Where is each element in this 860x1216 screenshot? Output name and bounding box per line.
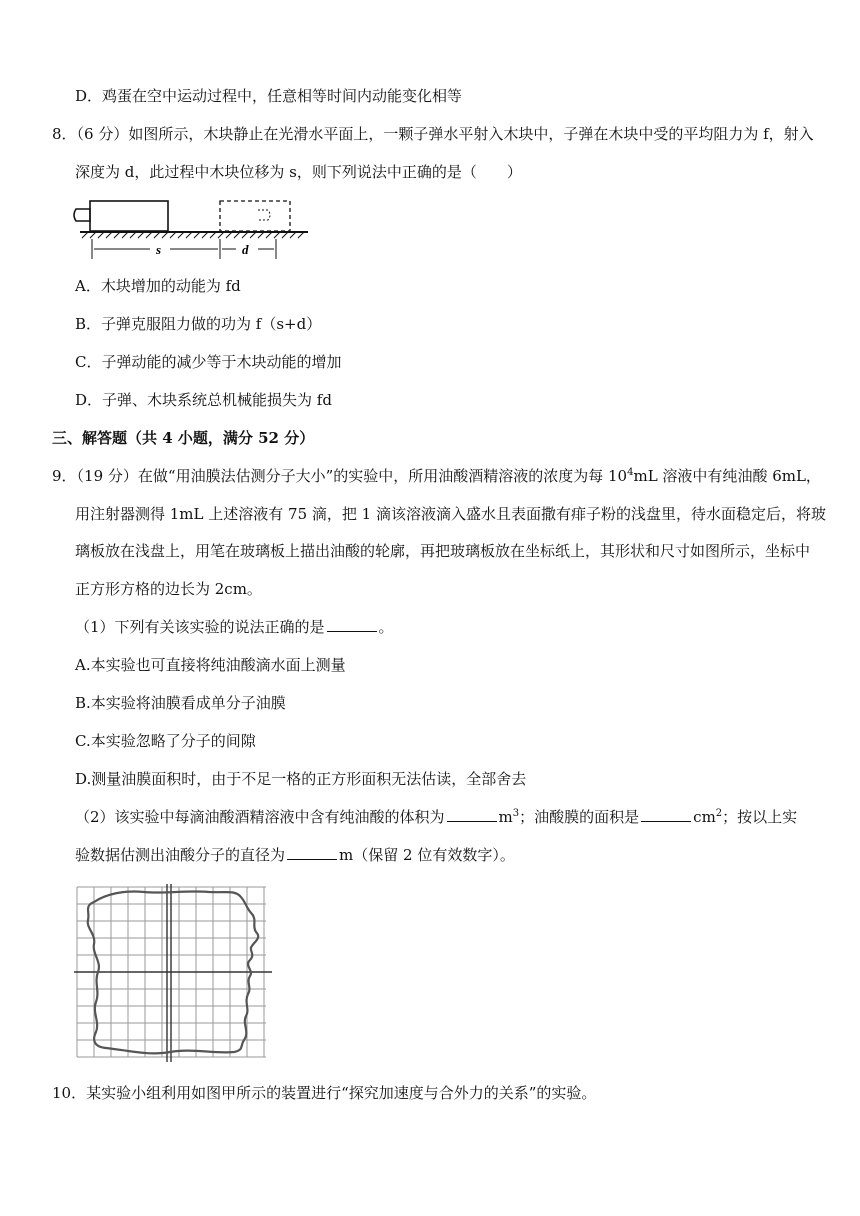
answer-blank[interactable] [641,807,691,822]
section3-heading: 三、解答题（共 4 小题，满分 52 分） [52,429,315,447]
answer-blank[interactable] [287,845,337,860]
block-initial [90,201,168,231]
q9-stem-line1: 9．（19 分）在做“用油膜法估测分子大小”的实验中，所用油酸酒精溶液的浓度为每 $10^4mL$ 溶液中有纯油酸 6mL， [52,467,821,485]
q9-part1-option-b: B.本实验将油膜看成单分子油膜 [75,694,286,712]
bullet-shape [74,209,90,221]
q8-stem-line2: 深度为 d，此过程中木块位移为 s，则下列说法中正确的是（ ） [75,163,522,181]
answer-blank[interactable] [447,807,497,822]
q9-part1-option-a: A.本实验也可直接将纯油酸滴水面上测量 [75,656,346,674]
q10-stem: 10．某实验小组利用如图甲所示的装置进行“探究加速度与合外力的关系”的实验。 [52,1084,597,1102]
q9-part1-prompt: （1）下列有关该实验的说法正确的是 。 [75,618,394,636]
q9-part2-line2: 验数据估测出油酸分子的直径为 m（保留 2 位有效数字）。 [75,846,515,864]
q8-option-c: C．子弹动能的减少等于木块动能的增加 [75,353,342,371]
q8-option-a: A．木块增加的动能为 fd [75,277,241,295]
q9-stem-line4: 正方形方格的边长为 2cm。 [75,580,262,598]
q9-stem-line2: 用注射器测得 1mL 上述溶液有 75 滴，把 1 滴该溶液滴入盛水且表面撒有痱子粉的浅盘里，待水面稳定后，将玻 [75,505,826,523]
bullet-embedded [258,210,270,220]
q9-part1-option-d: D.测量油膜面积时，由于不足一格的正方形面积无法估读，全部舍去 [75,770,527,788]
oil-film-grid-figure [74,884,274,1062]
q9-part2-line1: （2）该实验中每滴油酸酒精溶液中含有纯油酸的体积为 $m^3$；油酸膜的面积是 $cm^2$；按以上实 [75,808,798,826]
q8-stem-line1: 8．（6 分）如图所示，木块静止在光滑水平面上，一颗子弹水平射入木块中，子弹在木块中受的平均阻力为 f，射入 [52,125,814,143]
q8-figure [70,195,310,270]
label-d: d [242,242,249,257]
q8-option-d: D．子弹、木块系统总机械能损失为 fd [75,391,332,409]
q9-stem-line3: 璃板放在浅盘上，用笔在玻璃板上描出油酸的轮廓，再把玻璃板放在坐标纸上，其形状和尺寸如图所示，坐标中 [75,542,811,560]
q8-option-b: B．子弹克服阻力做的功为 f（s+d） [75,315,322,333]
block-final [220,201,290,231]
q9-part1-option-c: C.本实验忽略了分子的间隙 [75,732,256,750]
answer-blank[interactable] [327,617,377,632]
q7-option-d: D．鸡蛋在空中运动过程中，任意相等时间内动能变化相等 [75,87,463,105]
label-s: s [156,242,162,257]
